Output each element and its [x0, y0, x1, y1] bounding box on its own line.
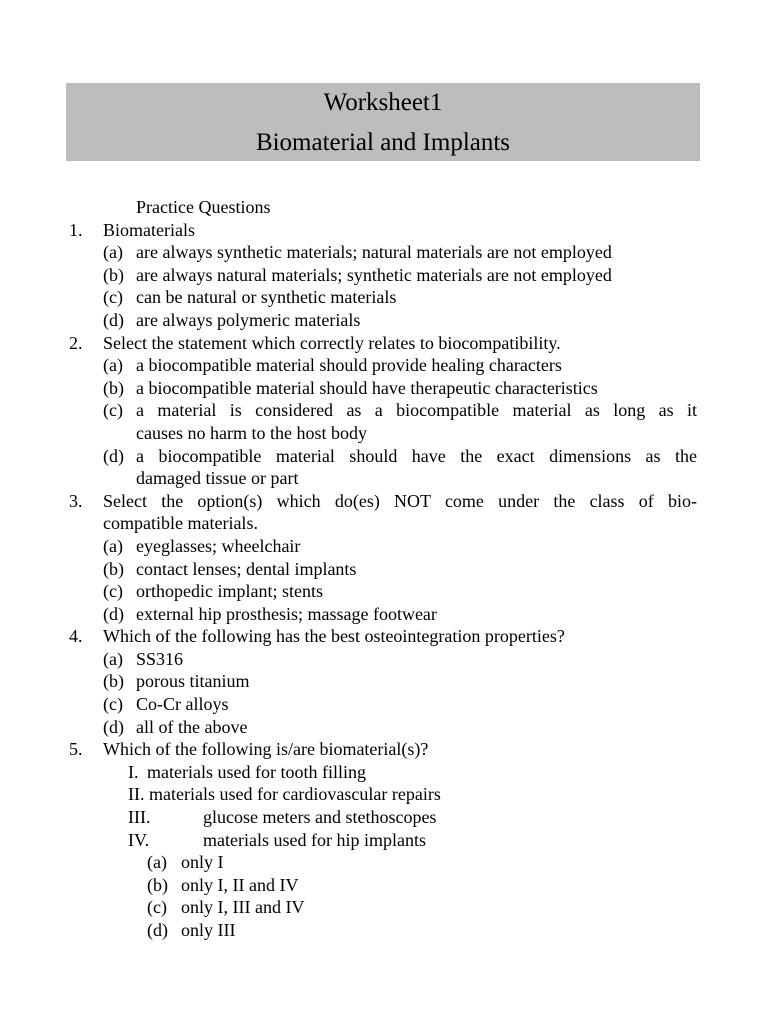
option-label: (d) [103, 603, 124, 624]
option-text: causes no harm to the host body [136, 422, 367, 443]
option [0, 874, 768, 897]
statement-item [0, 829, 768, 852]
option [0, 354, 768, 377]
option-text: eyeglasses; wheelchair [136, 535, 301, 556]
statement-item [0, 806, 768, 829]
statement-text: materials used for cardiovascular repairs [149, 784, 441, 805]
statement-label: III. [128, 807, 151, 828]
option [0, 377, 768, 400]
option-text: are always synthetic materials; natural materials are not employed [136, 242, 612, 263]
option-label: (d) [147, 920, 168, 940]
option-text: only I [181, 852, 224, 873]
option-text: are always natural materials; synthetic materials are not employed [136, 264, 612, 285]
question-text: Select the statement which correctly relates to biocompatibility. [103, 332, 561, 353]
statement-text: materials used for hip implants [203, 829, 426, 850]
option [0, 286, 768, 309]
statement-item [0, 783, 768, 806]
option-label: (a) [103, 648, 123, 669]
question-text: compatible materials. [103, 513, 258, 534]
option-text: Co-Cr alloys [136, 694, 229, 715]
option-label: (a) [103, 242, 123, 263]
option-text: a material is considered as a biocompatible material as long as it [136, 400, 697, 421]
question-number: 2. [69, 332, 83, 353]
option-label: (b) [147, 874, 168, 895]
question-continuation [0, 512, 768, 535]
worksheet-title: Worksheet1 [323, 89, 443, 116]
option-text: all of the above [136, 716, 248, 737]
practice-heading: Practice Questions [136, 197, 271, 217]
option-label: (a) [147, 852, 167, 873]
option [0, 603, 768, 626]
option-label: (b) [103, 671, 124, 692]
option-label: (b) [103, 264, 124, 285]
option [0, 445, 768, 468]
option-text: SS316 [136, 648, 184, 669]
option-text: orthopedic implant; stents [136, 581, 323, 602]
question-number: 4. [69, 626, 83, 647]
option-text: are always polymeric materials [136, 309, 361, 330]
option-label: (d) [103, 445, 124, 466]
question-number: 1. [69, 219, 83, 240]
statement-label: I. [128, 761, 139, 782]
option-label: (c) [103, 581, 123, 602]
option [0, 919, 768, 942]
question-text: Biomaterials [103, 219, 195, 240]
question-number: 3. [69, 490, 83, 511]
option-label: (c) [103, 400, 123, 421]
option [0, 558, 768, 581]
worksheet-subtitle: Biomaterial and Implants [255, 129, 511, 156]
option-text: only I, III and IV [181, 897, 305, 918]
question-1 [0, 219, 768, 242]
option-text: a biocompatible material should have the exact dimensions as the [136, 445, 697, 466]
option-label: (d) [103, 309, 124, 330]
statement-label: II. [128, 784, 145, 805]
question-text: Select the option(s) which do(es) NOT come under the class of bio- [103, 490, 697, 511]
option [0, 648, 768, 671]
option [0, 716, 768, 739]
option [0, 693, 768, 716]
option [0, 851, 768, 874]
option [0, 670, 768, 693]
statement-item [0, 761, 768, 784]
option-label: (b) [103, 558, 124, 579]
question-3 [0, 490, 768, 513]
question-2 [0, 332, 768, 355]
question-5 [0, 738, 768, 761]
option-text: contact lenses; dental implants [136, 558, 357, 579]
option-label: (b) [103, 377, 124, 398]
option-text: can be natural or synthetic materials [136, 287, 397, 308]
option-label: (c) [103, 287, 123, 308]
statement-text: materials used for tooth filling [147, 761, 366, 782]
question-text: Which of the following is/are biomaterial(s)? [103, 739, 429, 760]
option [0, 580, 768, 603]
option-text: only I, II and IV [181, 874, 299, 895]
option [0, 264, 768, 287]
statement-text: glucose meters and stethoscopes [203, 807, 437, 828]
questions-body [0, 196, 768, 942]
statement-label: IV. [128, 829, 150, 850]
question-4 [0, 625, 768, 648]
option-text: porous titanium [136, 671, 250, 692]
option-text: only III [181, 920, 236, 940]
option-text: a biocompatible material should provide healing characters [136, 355, 562, 376]
option [0, 896, 768, 919]
option-text: damaged tissue or part [136, 468, 299, 489]
option-label: (c) [103, 694, 123, 715]
option-label: (a) [103, 355, 123, 376]
option-label: (d) [103, 716, 124, 737]
option [0, 399, 768, 422]
option [0, 309, 768, 332]
option-continuation [0, 467, 768, 490]
question-number: 5. [69, 739, 83, 760]
question-text: Which of the following has the best osteointegration properties? [103, 626, 565, 647]
option [0, 535, 768, 558]
option-label: (a) [103, 535, 123, 556]
option-label: (c) [147, 897, 167, 918]
option-continuation [0, 422, 768, 445]
option-text: a biocompatible material should have therapeutic characteristics [136, 377, 598, 398]
option [0, 241, 768, 264]
option-text: external hip prosthesis; massage footwear [136, 603, 437, 624]
title-banner [66, 83, 700, 161]
